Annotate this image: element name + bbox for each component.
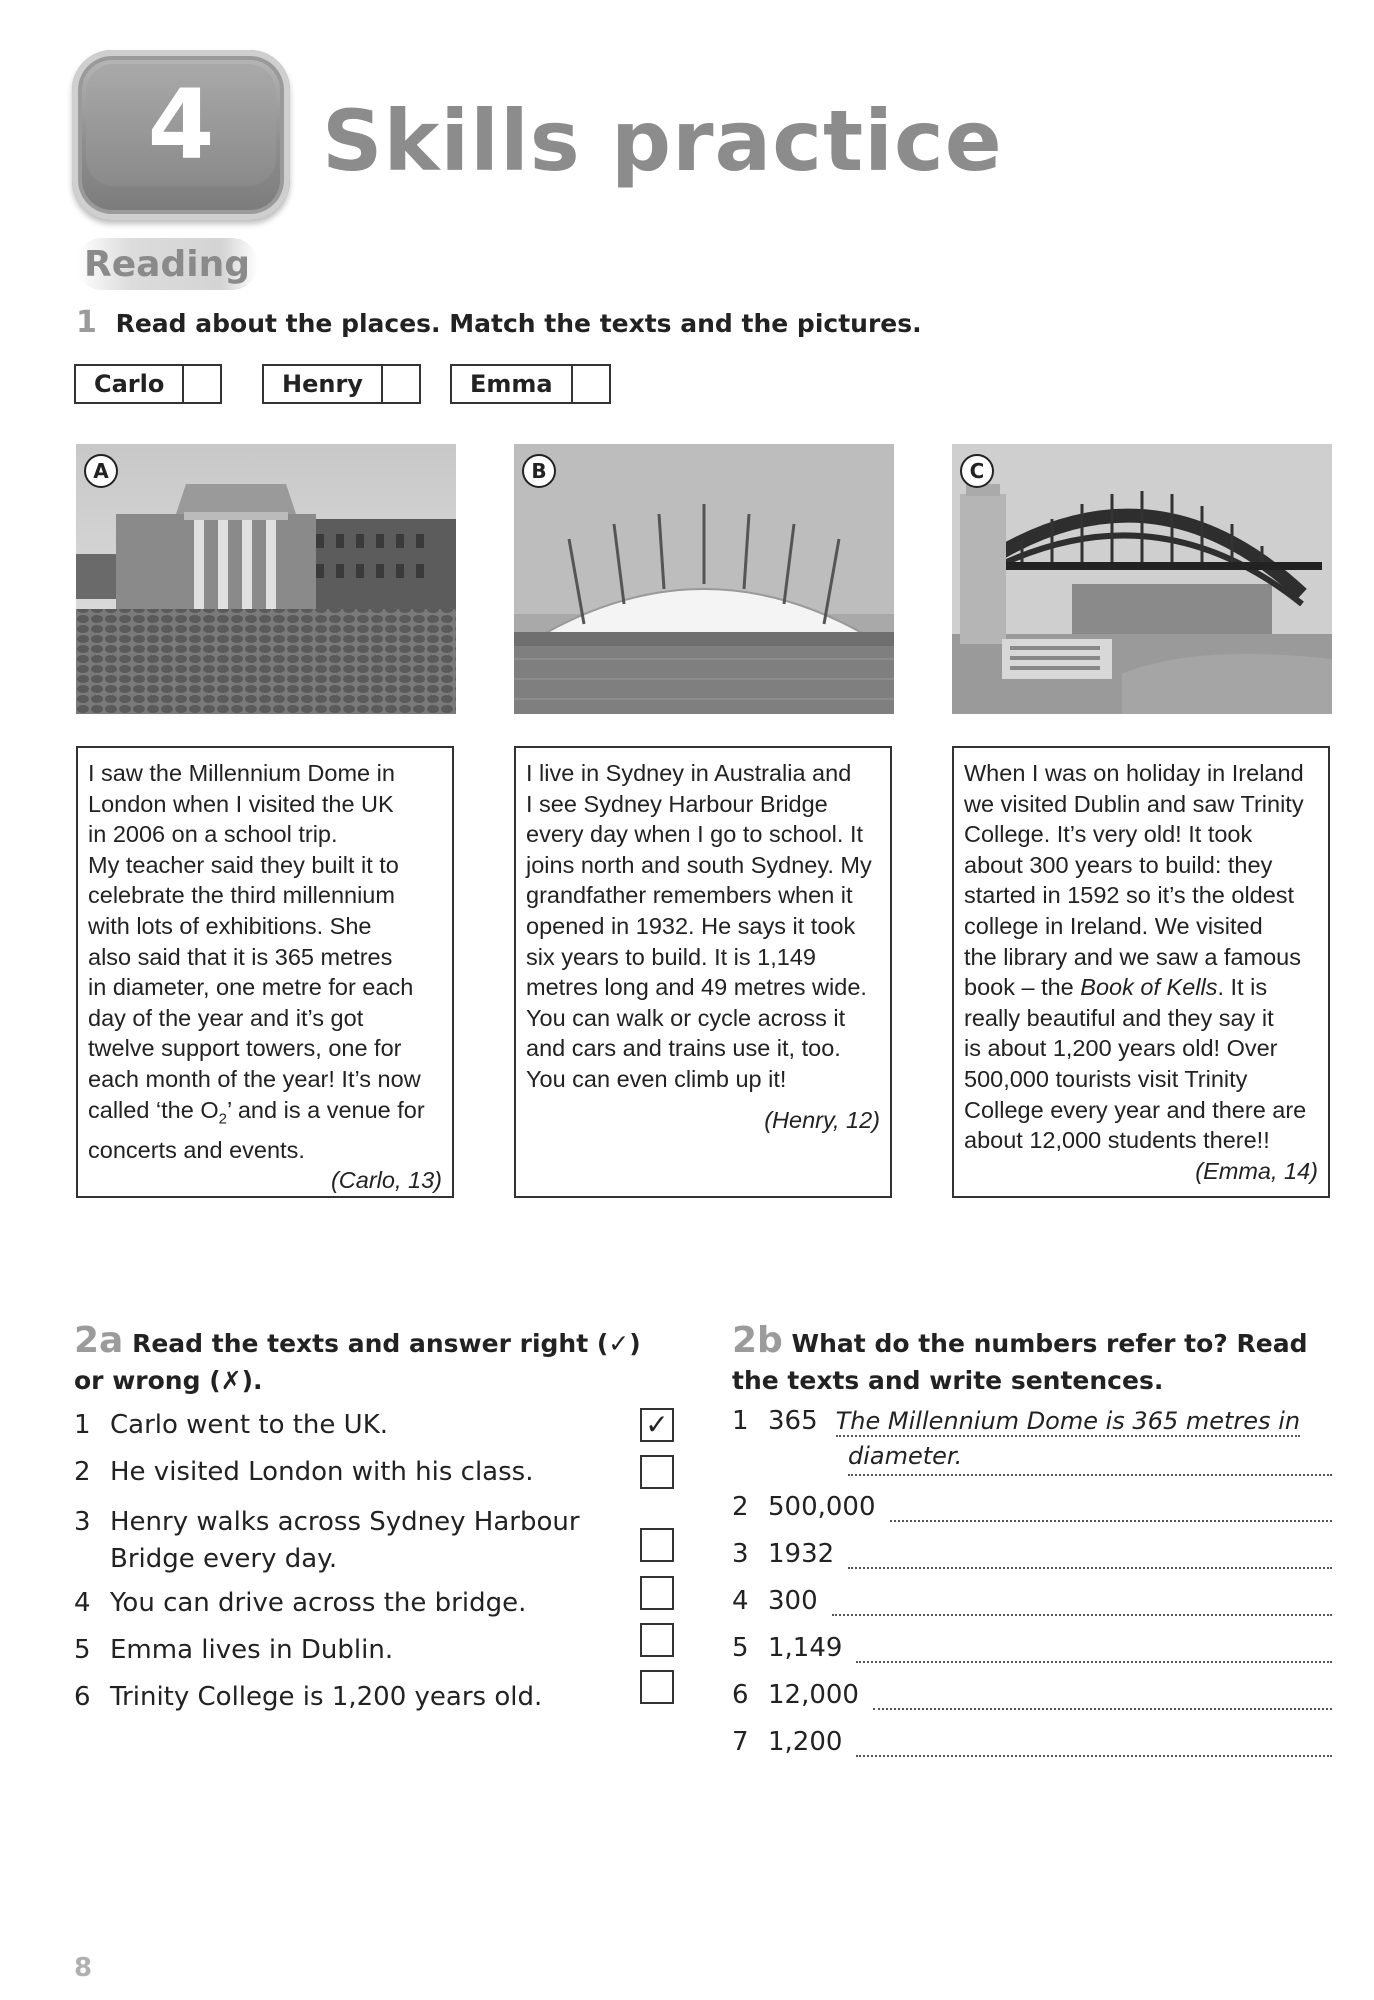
- item-value: 1,200: [768, 1727, 843, 1757]
- question-item: [74, 1410, 388, 1440]
- answer-line[interactable]: [856, 1635, 1332, 1663]
- photo-trinity-college: [76, 444, 456, 714]
- text-line: [964, 972, 1318, 1003]
- question-number: 1: [74, 1410, 91, 1440]
- text-line: every day when I go to school. It: [526, 821, 864, 848]
- exercise-1-instruction: [76, 305, 922, 340]
- question-number: 3: [74, 1507, 91, 1537]
- exercise-number: 2a: [74, 1320, 124, 1361]
- instruction-text: Read about the places. Match the texts and the pictures.: [115, 309, 922, 338]
- item-value: 1932: [768, 1539, 835, 1569]
- item-number: 3: [732, 1539, 749, 1569]
- question-text: Henry walks across Sydney Harbour: [110, 1507, 580, 1537]
- text-box-carlo: [76, 746, 454, 1198]
- text-line: in 2006 on a school trip.: [88, 821, 338, 848]
- millennium-dome-image: [514, 444, 894, 714]
- text-line: My teacher said they built it to: [88, 851, 399, 878]
- exercise-2b-instruction: [732, 1322, 1332, 1399]
- sydney-bridge-image: [952, 444, 1332, 714]
- answer-square[interactable]: [184, 366, 220, 402]
- answer-row: [732, 1492, 1332, 1522]
- text-line: London when I visited the UK: [88, 790, 394, 817]
- question-item: [74, 1457, 533, 1487]
- unit-badge: [72, 50, 290, 220]
- picture-letter: C: [960, 454, 994, 488]
- item-value: 300: [768, 1586, 818, 1616]
- name-box-carlo: [74, 364, 222, 404]
- name-label: Emma: [452, 366, 573, 402]
- text-line: concerts and events.: [88, 1136, 305, 1163]
- instruction-text: the texts and write sentences.: [732, 1366, 1164, 1395]
- name-box-henry: [262, 364, 421, 404]
- text-fragment: called ‘the O: [88, 1096, 219, 1123]
- answer-square[interactable]: [383, 366, 419, 402]
- section-tag: Reading: [76, 238, 258, 290]
- text-fragment: . It is: [1217, 974, 1268, 1001]
- text-line: When I was on holiday in Ireland: [964, 760, 1304, 786]
- photo-sydney-harbour-bridge: [952, 444, 1332, 714]
- text-line: college in Ireland. We visited: [964, 912, 1263, 939]
- instruction-text: What do the numbers refer to? Read: [791, 1329, 1308, 1358]
- exercise-2a-instruction: [74, 1322, 674, 1399]
- text-line: about 12,000 students there!!: [964, 1127, 1270, 1154]
- text-line: I live in Sydney in Australia and: [526, 760, 852, 786]
- question-text: Bridge every day.: [110, 1544, 338, 1574]
- text-line: six years to build. It is 1,149: [526, 943, 816, 970]
- trinity-college-image: [76, 444, 456, 714]
- text-line: 500,000 tourists visit Trinity: [964, 1065, 1248, 1092]
- answer-line[interactable]: [832, 1588, 1332, 1616]
- item-number: 1: [732, 1406, 749, 1436]
- answer-line[interactable]: [873, 1682, 1332, 1710]
- question-number: 2: [74, 1457, 91, 1487]
- question-text: You can drive across the bridge.: [110, 1588, 527, 1618]
- answer-checkbox[interactable]: [640, 1623, 674, 1657]
- photo-millennium-dome: [514, 444, 894, 714]
- answer-checkbox[interactable]: ✓: [640, 1408, 674, 1442]
- text-line: really beautiful and they say it: [964, 1004, 1274, 1031]
- answer-checkbox[interactable]: [640, 1528, 674, 1562]
- item-number: 6: [732, 1680, 749, 1710]
- answer-square[interactable]: [573, 366, 609, 402]
- item-value: 1,149: [768, 1633, 843, 1663]
- question-text: Emma lives in Dublin.: [110, 1635, 394, 1665]
- answer-row: [732, 1586, 1332, 1616]
- text-line: grandfather remembers when it: [526, 882, 853, 909]
- text-line: twelve support towers, one for: [88, 1035, 402, 1062]
- answer-row: [732, 1539, 1332, 1569]
- text-line: [88, 1095, 442, 1135]
- text-line: College. It’s very old! It took: [964, 821, 1253, 848]
- question-item: [74, 1635, 393, 1665]
- answer-row: [732, 1406, 1332, 1436]
- answer-row: [732, 1727, 1332, 1757]
- text-line: with lots of exhibitions. She: [88, 912, 372, 939]
- page-title: Skills practice: [322, 92, 1003, 190]
- item-value: 365: [768, 1406, 818, 1436]
- answer-checkbox[interactable]: [640, 1455, 674, 1489]
- text-line: is about 1,200 years old! Over: [964, 1035, 1278, 1062]
- exercise-number: 1: [76, 305, 97, 340]
- text-line: I saw the Millennium Dome in: [88, 760, 395, 786]
- item-value: 500,000: [768, 1492, 876, 1522]
- subscript: 2: [218, 1110, 227, 1128]
- text-box-henry: [514, 746, 892, 1198]
- answer-line[interactable]: [848, 1442, 1332, 1476]
- answer-row: [732, 1680, 1332, 1710]
- text-line: You can even climb up it!: [526, 1065, 787, 1092]
- text-line: College every year and there are: [964, 1096, 1307, 1123]
- text-line: also said that it is 365 metres: [88, 943, 393, 970]
- book-title: Book of Kells: [1080, 974, 1218, 1001]
- picture-letter: B: [522, 454, 556, 488]
- answer-row: [732, 1633, 1332, 1663]
- question-item: [74, 1504, 580, 1578]
- answer-line[interactable]: [856, 1729, 1332, 1757]
- exercise-number: 2b: [732, 1320, 783, 1361]
- item-number: 7: [732, 1727, 749, 1757]
- text-fragment: ’ and is a venue for: [226, 1096, 425, 1123]
- text-line: each month of the year! It’s now: [88, 1065, 421, 1092]
- signature: (Carlo, 13): [330, 1167, 442, 1194]
- text-line: we visited Dublin and saw Trinity: [964, 790, 1304, 817]
- text-line: joins north and south Sydney. My: [526, 851, 872, 878]
- name-box-emma: [450, 364, 611, 404]
- item-value: 12,000: [768, 1680, 859, 1710]
- text-line: the library and we saw a famous: [964, 943, 1301, 970]
- signature: (Emma, 14): [1195, 1157, 1318, 1184]
- text-line: about 300 years to build: they: [964, 851, 1273, 878]
- question-text: Trinity College is 1,200 years old.: [110, 1682, 543, 1712]
- text-box-emma: [952, 746, 1330, 1198]
- picture-letter: A: [84, 454, 118, 488]
- example-answer[interactable]: The Millennium Dome is 365 metres in: [835, 1407, 1301, 1435]
- question-number: 6: [74, 1682, 91, 1712]
- text-line: started in 1592 so it’s the oldest: [964, 882, 1295, 909]
- instruction-text: or wrong (✗).: [74, 1366, 263, 1395]
- name-label: Henry: [264, 366, 383, 402]
- answer-line[interactable]: [848, 1541, 1332, 1569]
- question-number: 5: [74, 1635, 91, 1665]
- question-item: [74, 1682, 542, 1712]
- answer-line[interactable]: [890, 1494, 1332, 1522]
- instruction-text: Read the texts and answer right (✓): [132, 1329, 641, 1358]
- text-line: metres long and 49 metres wide.: [526, 974, 867, 1001]
- signature: (Henry, 12): [764, 1106, 880, 1133]
- text-line: opened in 1932. He says it took: [526, 912, 856, 939]
- text-line: celebrate the third millennium: [88, 882, 395, 909]
- name-label: Carlo: [76, 366, 184, 402]
- example-answer: diameter.: [848, 1442, 963, 1470]
- text-line: You can walk or cycle across it: [526, 1004, 846, 1031]
- item-number: 5: [732, 1633, 749, 1663]
- text-line: in diameter, one metre for each: [88, 974, 414, 1001]
- item-number: 2: [732, 1492, 749, 1522]
- text-fragment: book – the: [964, 974, 1081, 1001]
- item-number: 4: [732, 1586, 749, 1616]
- text-line: day of the year and it’s got: [88, 1004, 364, 1031]
- answer-checkbox[interactable]: [640, 1670, 674, 1704]
- question-text: He visited London with his class.: [110, 1457, 534, 1487]
- page-number: 8: [74, 1953, 93, 1983]
- text-line: I see Sydney Harbour Bridge: [526, 790, 828, 817]
- question-text: Carlo went to the UK.: [110, 1410, 389, 1440]
- unit-number: 4: [147, 69, 215, 181]
- question-number: 4: [74, 1588, 91, 1618]
- answer-checkbox[interactable]: [640, 1576, 674, 1610]
- text-line: and cars and trains use it, too.: [526, 1035, 841, 1062]
- question-item: [74, 1588, 526, 1618]
